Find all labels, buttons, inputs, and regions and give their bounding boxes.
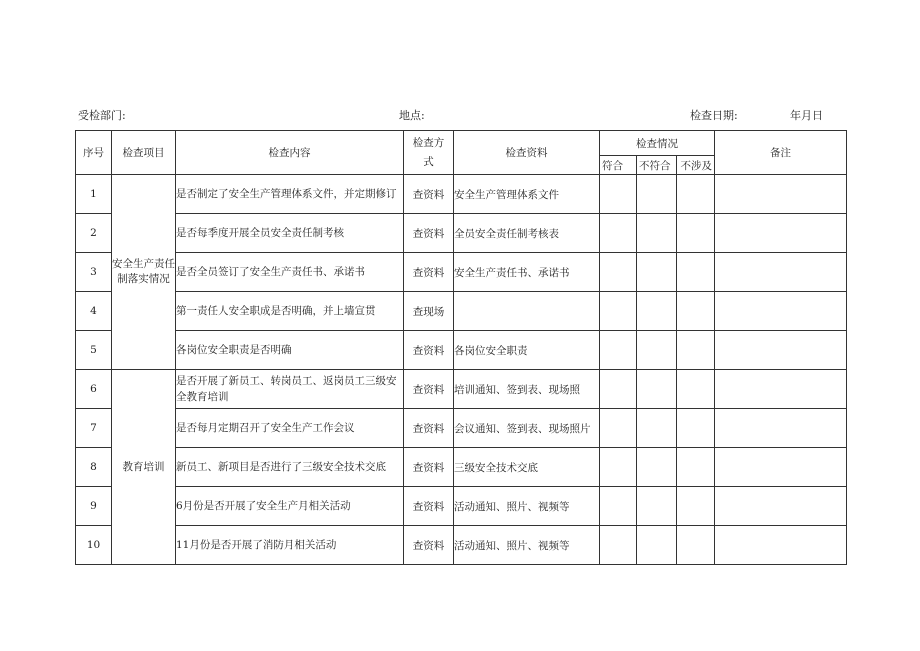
- na-cell[interactable]: [677, 370, 715, 409]
- fail-cell[interactable]: [637, 253, 677, 292]
- pass-cell[interactable]: [600, 370, 637, 409]
- header-docs: 检查资料: [454, 131, 600, 175]
- item-group-cell: 安全生产责任制落实情况: [112, 175, 176, 370]
- na-cell[interactable]: [677, 253, 715, 292]
- table-row: [76, 292, 847, 331]
- content-cell: 是否开展了新员工、转岗员工、返岗员工三级安全教育培训: [176, 370, 404, 409]
- na-cell[interactable]: [677, 409, 715, 448]
- note-cell[interactable]: [715, 253, 847, 292]
- fail-cell[interactable]: [637, 526, 677, 565]
- dept-label: 受检部门:: [78, 109, 126, 122]
- method-cell: 查资料: [404, 526, 454, 565]
- header-pass: 符合: [600, 156, 637, 175]
- na-cell[interactable]: [677, 526, 715, 565]
- fail-cell[interactable]: [637, 175, 677, 214]
- header-fail: 不符合: [637, 156, 677, 175]
- table-row: [76, 253, 847, 292]
- pass-cell[interactable]: [600, 487, 637, 526]
- pass-cell[interactable]: [600, 448, 637, 487]
- note-cell[interactable]: [715, 175, 847, 214]
- header-content: 检查内容: [176, 131, 404, 175]
- seq-cell: 9: [76, 487, 112, 526]
- header-na: 不涉及: [677, 156, 715, 175]
- fail-cell[interactable]: [637, 370, 677, 409]
- na-cell[interactable]: [677, 448, 715, 487]
- note-cell[interactable]: [715, 370, 847, 409]
- na-cell[interactable]: [677, 175, 715, 214]
- table-row: [76, 370, 847, 409]
- na-cell[interactable]: [677, 214, 715, 253]
- content-cell: 是否制定了安全生产管理体系文件，并定期修订: [176, 175, 404, 214]
- seq-cell: 6: [76, 370, 112, 409]
- note-cell[interactable]: [715, 487, 847, 526]
- method-cell: 查资料: [404, 487, 454, 526]
- seq-cell: 4: [76, 292, 112, 331]
- method-cell: 查资料: [404, 370, 454, 409]
- seq-cell: 5: [76, 331, 112, 370]
- table-row: [76, 331, 847, 370]
- table-row: [76, 214, 847, 253]
- docs-cell: 安全生产责任书、承诺书: [454, 253, 600, 292]
- fail-cell[interactable]: [637, 487, 677, 526]
- content-cell: 新员工、新项目是否进行了三级安全技术交底: [176, 448, 404, 487]
- docs-cell: 三级安全技术交底: [454, 448, 600, 487]
- table-row: [76, 526, 847, 565]
- pass-cell[interactable]: [600, 526, 637, 565]
- note-cell[interactable]: [715, 448, 847, 487]
- fail-cell[interactable]: [637, 331, 677, 370]
- seq-cell: 10: [76, 526, 112, 565]
- date-value: 年月日: [790, 109, 823, 122]
- date-label: 检查日期:: [690, 109, 738, 122]
- pass-cell[interactable]: [600, 214, 637, 253]
- fail-cell[interactable]: [637, 448, 677, 487]
- docs-cell: 会议通知、签到表、现场照片: [454, 409, 600, 448]
- method-cell: 查资料: [404, 214, 454, 253]
- note-cell[interactable]: [715, 292, 847, 331]
- note-cell[interactable]: [715, 214, 847, 253]
- docs-cell: 培训通知、签到表、现场照: [454, 370, 600, 409]
- content-cell: 是否全员签订了安全生产责任书、承诺书: [176, 253, 404, 292]
- fail-cell[interactable]: [637, 214, 677, 253]
- docs-cell: 活动通知、照片、视频等: [454, 487, 600, 526]
- seq-cell: 7: [76, 409, 112, 448]
- pass-cell[interactable]: [600, 175, 637, 214]
- content-cell: 是否每月定期召开了安全生产工作会议: [176, 409, 404, 448]
- docs-cell: 活动通知、照片、视频等: [454, 526, 600, 565]
- header-seq: 序号: [76, 131, 112, 175]
- note-cell[interactable]: [715, 526, 847, 565]
- content-cell: 6月份是否开展了安全生产月相关活动: [176, 487, 404, 526]
- na-cell[interactable]: [677, 331, 715, 370]
- pass-cell[interactable]: [600, 409, 637, 448]
- docs-cell: [454, 292, 600, 331]
- inspection-table: [75, 130, 847, 565]
- docs-cell: 各岗位安全职责: [454, 331, 600, 370]
- pass-cell[interactable]: [600, 331, 637, 370]
- location-label: 地点:: [399, 109, 425, 122]
- seq-cell: 1: [76, 175, 112, 214]
- fail-cell[interactable]: [637, 292, 677, 331]
- pass-cell[interactable]: [600, 292, 637, 331]
- header-method: 检查方式: [404, 131, 454, 175]
- seq-cell: 3: [76, 253, 112, 292]
- content-cell: 第一责任人安全职成是否明确，并上墙宣贯: [176, 292, 404, 331]
- seq-cell: 2: [76, 214, 112, 253]
- content-cell: 各岗位安全职责是否明确: [176, 331, 404, 370]
- fail-cell[interactable]: [637, 409, 677, 448]
- header-note: 备注: [715, 131, 847, 175]
- table-row: [76, 448, 847, 487]
- docs-cell: 安全生产管理体系文件: [454, 175, 600, 214]
- table-row: [76, 175, 847, 214]
- na-cell[interactable]: [677, 487, 715, 526]
- na-cell[interactable]: [677, 292, 715, 331]
- table-row: [76, 409, 847, 448]
- method-cell: 查资料: [404, 331, 454, 370]
- seq-cell: 8: [76, 448, 112, 487]
- pass-cell[interactable]: [600, 253, 637, 292]
- docs-cell: 全员安全责任制考核表: [454, 214, 600, 253]
- content-cell: 11月份是否开展了消防月相关活动: [176, 526, 404, 565]
- method-cell: 查现场: [404, 292, 454, 331]
- table-row: [76, 487, 847, 526]
- method-cell: 查资料: [404, 253, 454, 292]
- method-cell: 查资料: [404, 175, 454, 214]
- method-cell: 查资料: [404, 448, 454, 487]
- note-cell[interactable]: [715, 331, 847, 370]
- content-cell: 是否每季度开展全员安全责任制考核: [176, 214, 404, 253]
- header-item: 检查项目: [112, 131, 176, 175]
- note-cell[interactable]: [715, 409, 847, 448]
- header-status: 检查情况: [600, 131, 715, 156]
- item-group-cell: 教育培训: [112, 370, 176, 565]
- method-cell: 查资料: [404, 409, 454, 448]
